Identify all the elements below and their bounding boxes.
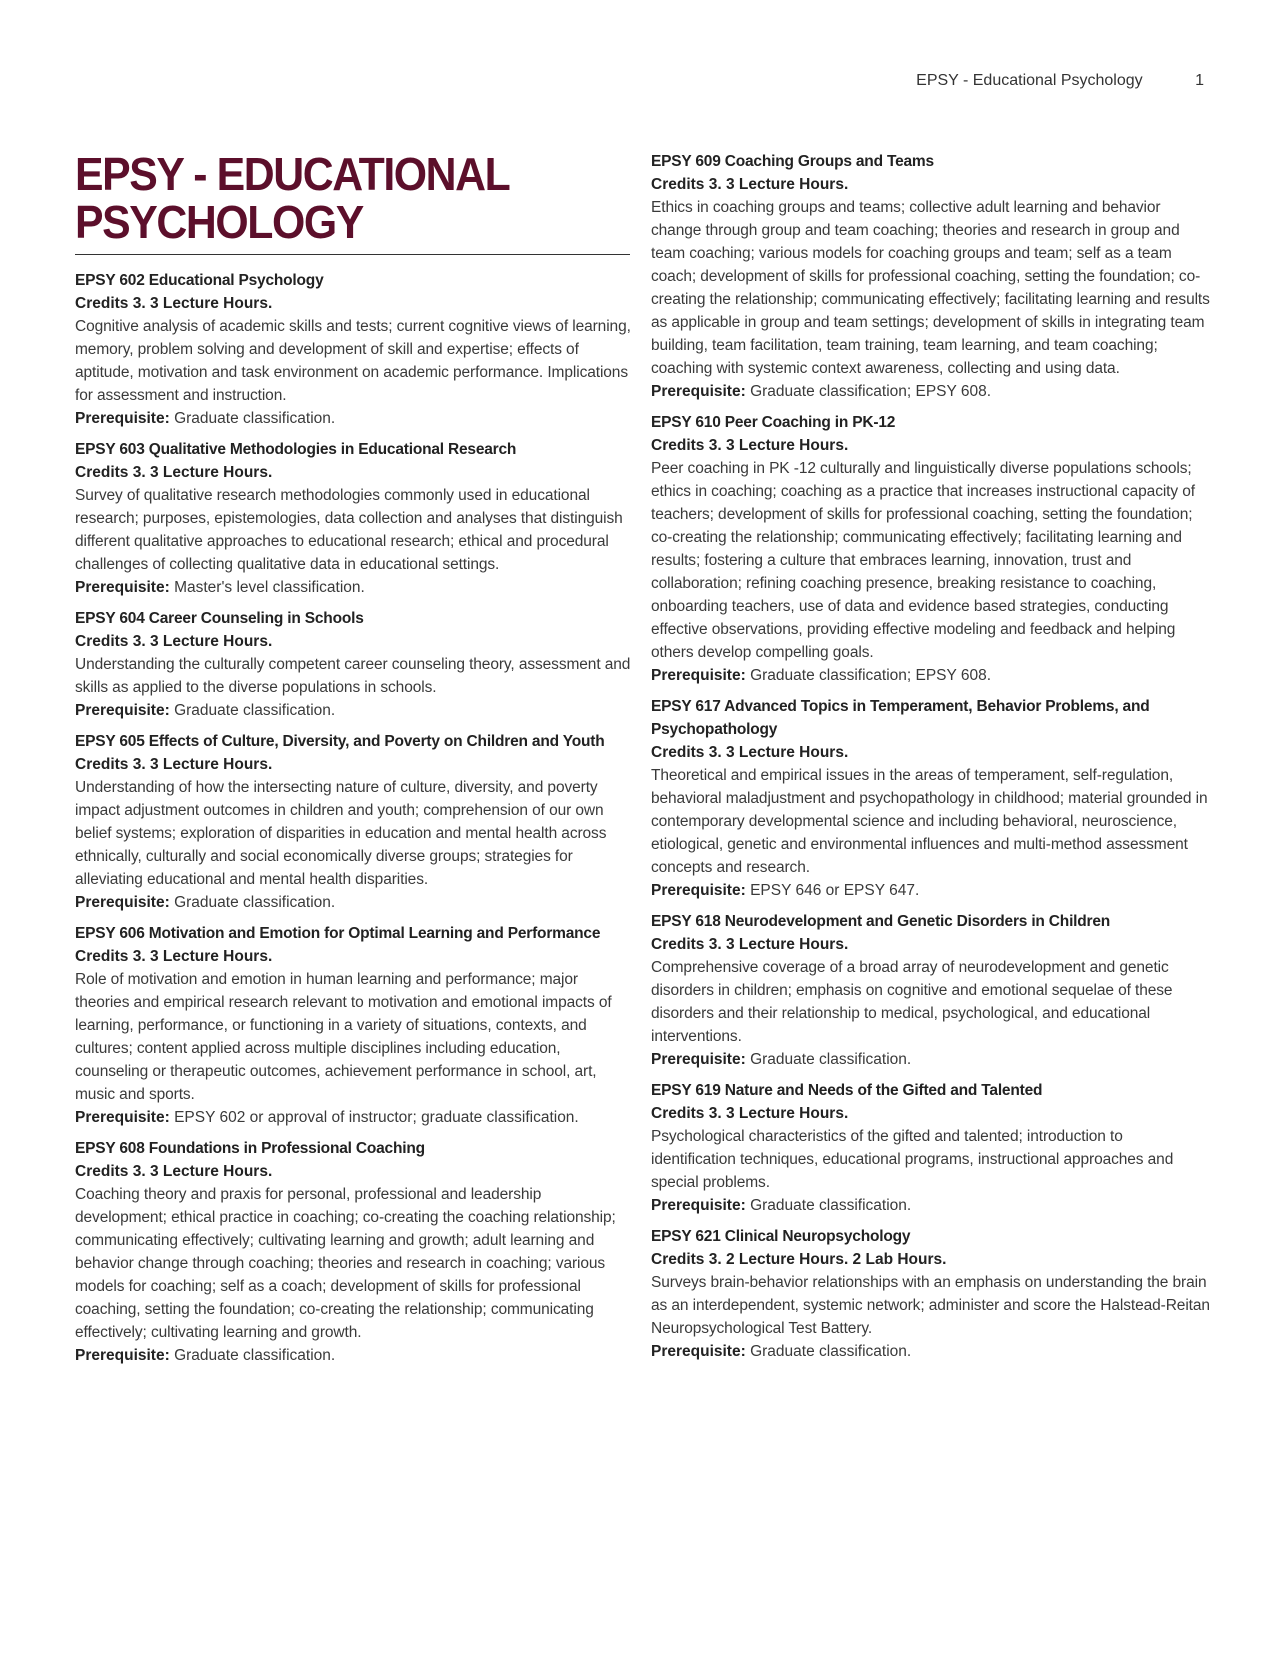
course-prerequisite: [651, 664, 1211, 687]
prerequisite-value: Master's level classification.: [174, 579, 365, 596]
course-prerequisite: [651, 380, 1211, 403]
course-prerequisite: [75, 1106, 635, 1129]
course-title: EPSY 617 Advanced Topics in Temperament, Behavior Problems, and Psychopathology: [651, 698, 1150, 738]
course-entry-epsy-618: [651, 910, 1211, 1071]
prerequisite-value: Graduate classification.: [174, 894, 336, 911]
course-description: Cognitive analysis of academic skills and tests; current cognitive views of learning, memory, problem solving and development of skill and expertise; effects of aptitude, motivation and task environment on academic performance. Implications for assessment and instruction.: [75, 318, 631, 404]
right-column: [651, 150, 1211, 1371]
prerequisite-value: EPSY 646 or EPSY 647.: [750, 882, 920, 899]
course-entry-epsy-621: [651, 1225, 1211, 1363]
prerequisite-label: Prerequisite:: [651, 1343, 746, 1360]
course-description: Ethics in coaching groups and teams; collective adult learning and behavior change through group and team coaching; theories and research in group and team coaching; various models for coaching groups and team; self as a team coach; development of skills for professional coaching, setting the foundation; co-creating the relationship; communicating effectively; facilitating learning and results as applicable in group and team settings; development of skills in integrating team building, team facilitation, team training, team learning, and team coaching; coaching with systemic context awareness, collecting and using data.: [651, 199, 1210, 377]
course-title: EPSY 606 Motivation and Emotion for Optimal Learning and Performance: [75, 925, 601, 942]
course-prerequisite: [75, 891, 635, 914]
course-title: EPSY 619 Nature and Needs of the Gifted and Talented: [651, 1082, 1043, 1099]
course-description: Surveys brain-behavior relationships with an emphasis on understanding the brain as an interdependent, systemic network; administer and score the Halstead-Reitan Neuropsychological Test Battery.: [651, 1274, 1210, 1337]
prerequisite-value: Graduate classification.: [174, 410, 336, 427]
prerequisite-label: Prerequisite:: [75, 702, 170, 719]
course-entry-epsy-604: [75, 607, 635, 722]
course-prerequisite: [651, 1194, 1211, 1217]
course-title: EPSY 609 Coaching Groups and Teams: [651, 153, 934, 170]
left-column: [75, 150, 635, 1375]
course-credits: Credits 3. 3 Lecture Hours.: [75, 295, 273, 312]
course-entry-epsy-617: [651, 695, 1211, 902]
course-title: EPSY 621 Clinical Neuropsychology: [651, 1228, 911, 1245]
prerequisite-label: Prerequisite:: [75, 894, 170, 911]
course-title: EPSY 608 Foundations in Professional Coaching: [75, 1140, 425, 1157]
prerequisite-label: Prerequisite:: [651, 667, 746, 684]
page-title: EPSY - EDUCATIONAL PSYCHOLOGY: [75, 148, 509, 248]
prerequisite-label: Prerequisite:: [75, 1109, 170, 1126]
course-description: Comprehensive coverage of a broad array of neurodevelopment and genetic disorders in children; emphasis on cognitive and emotional sequelae of these disorders and their relationship to medical, psychological, and educational interventions.: [651, 959, 1173, 1045]
course-description: Peer coaching in PK -12 culturally and linguistically diverse populations schools; ethics in coaching; coaching as a practice that increases instructional capacity of teachers; development of skills for professional coaching, setting the foundation; co-creating the relationship; communicating effectively; facilitating learning and results; fostering a culture that embraces learning, innovation, trust and collaboration; refining coaching presence, breaking resistance to coaching, onboarding teachers, use of data and evidence based strategies, conducting effective observations, providing effective modeling and feedback and helping others develop compelling goals.: [651, 460, 1195, 661]
course-credits: Credits 3. 3 Lecture Hours.: [651, 936, 849, 953]
course-title: EPSY 610 Peer Coaching in PK-12: [651, 414, 896, 431]
course-credits: Credits 3. 3 Lecture Hours.: [651, 744, 849, 761]
course-title: EPSY 605 Effects of Culture, Diversity, and Poverty on Children and Youth: [75, 733, 605, 750]
course-credits: Credits 3. 3 Lecture Hours.: [651, 437, 849, 454]
course-entry-epsy-609: [651, 150, 1211, 403]
course-prerequisite: [75, 699, 635, 722]
course-credits: Credits 3. 3 Lecture Hours.: [651, 176, 849, 193]
course-prerequisite: [651, 1340, 1211, 1363]
course-prerequisite: [651, 879, 1211, 902]
prerequisite-value: Graduate classification.: [174, 1347, 336, 1364]
course-credits: Credits 3. 3 Lecture Hours.: [651, 1105, 849, 1122]
prerequisite-value: Graduate classification; EPSY 608.: [750, 383, 992, 400]
course-title: EPSY 604 Career Counseling in Schools: [75, 610, 364, 627]
prerequisite-value: Graduate classification.: [750, 1051, 912, 1068]
course-credits: Credits 3. 3 Lecture Hours.: [75, 756, 273, 773]
course-prerequisite: [75, 407, 635, 430]
course-prerequisite: [75, 576, 635, 599]
prerequisite-label: Prerequisite:: [75, 579, 170, 596]
prerequisite-value: Graduate classification; EPSY 608.: [750, 667, 992, 684]
course-credits: Credits 3. 3 Lecture Hours.: [75, 464, 273, 481]
course-description: Coaching theory and praxis for personal, professional and leadership development; ethical practice in coaching; co-creating the coaching relationship; communicating effectively; cultivating learning and growth; adult learning and behavior change through coaching; theories and research in coaching; various models for coaching; self as a coach; development of skills for professional coaching, setting the foundation; co-creating the relationship; communicating effectively; cultivating learning and growth.: [75, 1186, 616, 1341]
course-entry-epsy-619: [651, 1079, 1211, 1217]
course-description: Role of motivation and emotion in human learning and performance; major theories and empirical research relevant to motivation and emotional impacts of learning, performance, or functioning in a variety of situations, contexts, and cultures; content applied across multiple disciplines including education, counseling or therapeutic outcomes, achievement performance in school, art, music and sports.: [75, 971, 612, 1103]
running-header-title: EPSY - Educational Psychology: [916, 72, 1143, 89]
course-entry-epsy-608: [75, 1137, 635, 1367]
prerequisite-value: Graduate classification.: [174, 702, 336, 719]
course-credits: Credits 3. 3 Lecture Hours.: [75, 1163, 273, 1180]
course-title: EPSY 603 Qualitative Methodologies in Educational Research: [75, 441, 517, 458]
course-entry-epsy-606: [75, 922, 635, 1129]
course-credits: Credits 3. 2 Lecture Hours. 2 Lab Hours.: [651, 1251, 947, 1268]
prerequisite-label: Prerequisite:: [651, 1051, 746, 1068]
course-entry-epsy-605: [75, 730, 635, 914]
running-header: [916, 72, 1204, 90]
prerequisite-value: Graduate classification.: [750, 1343, 912, 1360]
course-description: Survey of qualitative research methodologies commonly used in educational research; purposes, epistemologies, data collection and analyses that distinguish different qualitative approaches to educational research; ethical and procedural challenges of collecting qualitative data in educational settings.: [75, 487, 623, 573]
course-description: Theoretical and empirical issues in the areas of temperament, self-regulation, behavioral maladjustment and psychopathology in childhood; material grounded in contemporary developmental science and including behavioral, neuroscience, etiological, genetic and environmental influences and multi-method assessment concepts and research.: [651, 767, 1208, 876]
course-prerequisite: [75, 1344, 635, 1367]
prerequisite-value: Graduate classification.: [750, 1197, 912, 1214]
prerequisite-label: Prerequisite:: [75, 1347, 170, 1364]
course-credits: Credits 3. 3 Lecture Hours.: [75, 633, 273, 650]
course-title: EPSY 618 Neurodevelopment and Genetic Disorders in Children: [651, 913, 1111, 930]
prerequisite-label: Prerequisite:: [75, 410, 170, 427]
prerequisite-label: Prerequisite:: [651, 1197, 746, 1214]
course-description: Psychological characteristics of the gifted and talented; introduction to identification techniques, educational programs, instructional approaches and special problems.: [651, 1128, 1174, 1191]
course-entry-epsy-603: [75, 438, 635, 599]
course-credits: Credits 3. 3 Lecture Hours.: [75, 948, 273, 965]
prerequisite-value: EPSY 602 or approval of instructor; graduate classification.: [174, 1109, 579, 1126]
prerequisite-label: Prerequisite:: [651, 882, 746, 899]
course-title: EPSY 602 Educational Psychology: [75, 272, 324, 289]
title-divider: [75, 254, 630, 255]
page-number: 1: [1195, 72, 1204, 89]
prerequisite-label: Prerequisite:: [651, 383, 746, 400]
course-description: Understanding the culturally competent career counseling theory, assessment and skills as applied to the diverse populations in schools.: [75, 656, 631, 696]
course-prerequisite: [651, 1048, 1211, 1071]
course-entry-epsy-610: [651, 411, 1211, 687]
course-entry-epsy-602: [75, 269, 635, 430]
course-description: Understanding of how the intersecting nature of culture, diversity, and poverty impact adjustment outcomes in children and youth; comprehension of our own belief systems; exploration of disparities in education and mental health across ethnically, culturally and social economically diverse groups; strategies for alleviating educational and mental health disparities.: [75, 779, 607, 888]
